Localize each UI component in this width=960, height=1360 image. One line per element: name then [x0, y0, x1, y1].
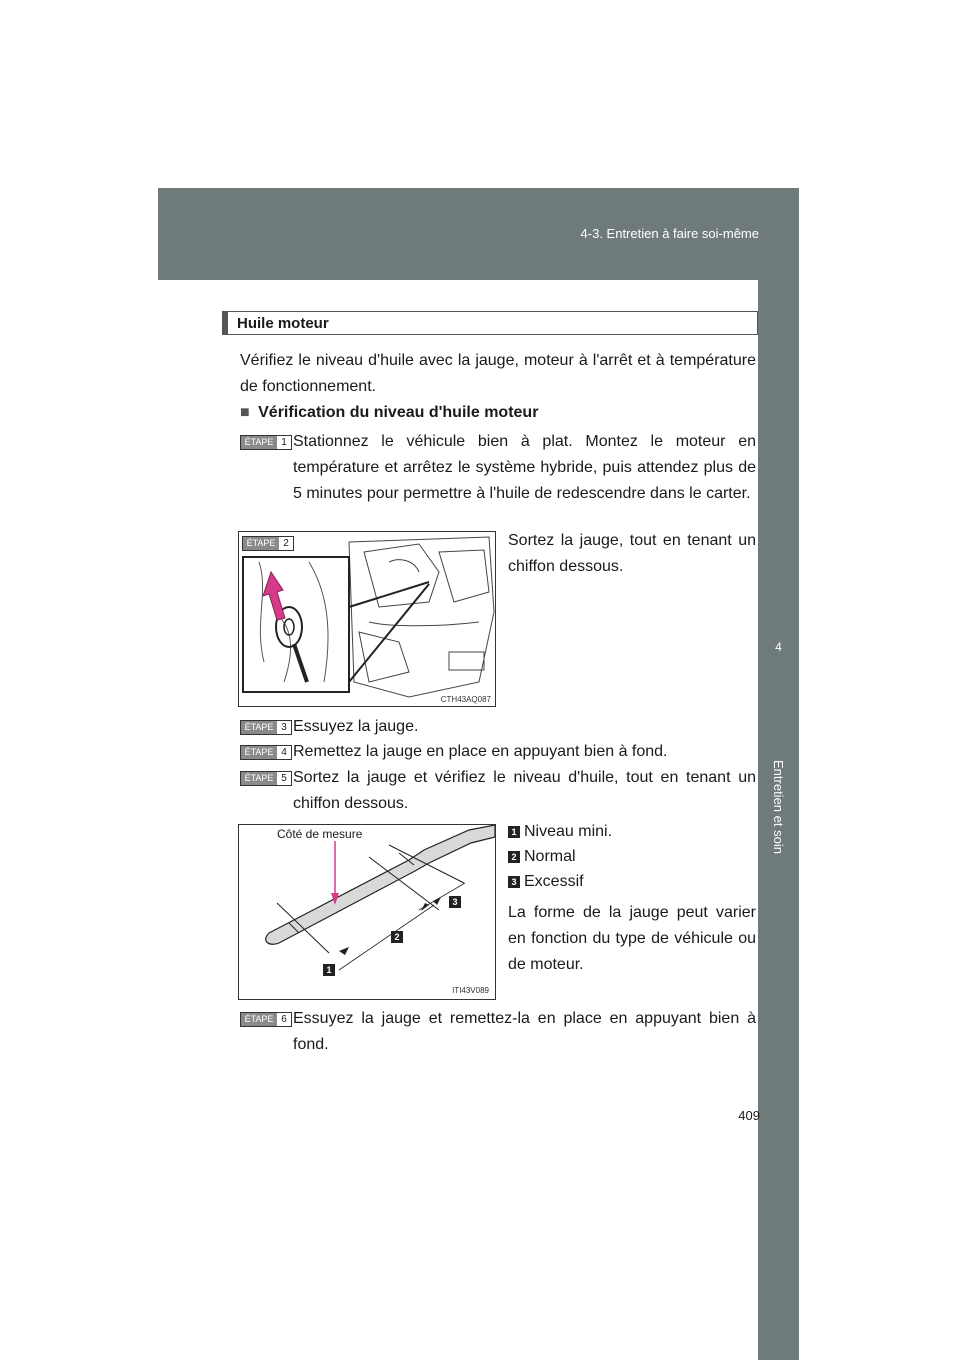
dipstick-illustration: [239, 825, 495, 999]
engine-bay-illustration: [239, 532, 495, 706]
step-5-text: Sortez la jauge et vérifiez le niveau d'huile, tout en tenant un chiffon dessous.: [293, 769, 756, 812]
section-title-bar: [223, 312, 228, 334]
section-title-box: [222, 311, 758, 335]
square-bullet-icon: ■: [240, 404, 250, 421]
level-marker-3: 3: [449, 896, 461, 908]
figure-dipstick-location: [238, 531, 496, 707]
subheading: [240, 404, 538, 422]
step-label: ÉTAPE: [241, 1013, 277, 1026]
step-label: ÉTAPE: [241, 772, 277, 785]
figure-code: CTH43AQ087: [440, 695, 491, 704]
chapter-side-tab: [758, 280, 799, 1360]
step-6-text: Essuyez la jauge et remettez-la en place en appuyant bien à fond.: [293, 1010, 756, 1053]
step-number: 2: [279, 537, 293, 550]
step-badge-3: [240, 720, 292, 735]
step-label: ÉTAPE: [241, 746, 277, 759]
page-number: 409: [738, 1108, 760, 1123]
level-marker-3: 3: [508, 876, 520, 888]
dipstick-shape-note: La forme de la jauge peut varier en fonction du type de véhicule ou de moteur.: [508, 904, 756, 973]
legend-item-normal: [508, 846, 576, 868]
level-marker-2: 2: [391, 931, 403, 943]
step-badge-4: [240, 745, 292, 760]
legend-item-excess: [508, 871, 584, 893]
step-label: ÉTAPE: [241, 436, 277, 449]
legend-text: Niveau mini.: [524, 823, 613, 840]
measurement-side-callout: Côté de mesure: [277, 827, 363, 841]
step-label: ÉTAPE: [243, 537, 279, 550]
step-number: 4: [277, 746, 291, 759]
legend-item-min: [508, 821, 612, 843]
step-number: 5: [277, 772, 291, 785]
chapter-number: 4: [775, 640, 782, 654]
step-2-text: Sortez la jauge, tout en tenant un chiffon dessous.: [508, 532, 756, 575]
step-4-text: Remettez la jauge en place en appuyant bien à fond.: [293, 743, 668, 760]
level-marker-2: 2: [508, 851, 520, 863]
step-number: 6: [277, 1013, 291, 1026]
step-1-text: Stationnez le véhicule bien à plat. Montez le moteur en température et arrêtez le système hybride, puis attendez plus de 5 minutes pour permettre à l'huile de redescendre dans le carter.: [293, 433, 756, 502]
level-marker-1: 1: [508, 826, 520, 838]
chapter-label: Entretien et soin: [771, 760, 786, 854]
step-3-text: Essuyez la jauge.: [293, 718, 419, 735]
step-label: ÉTAPE: [241, 721, 277, 734]
step-badge-5: [240, 771, 292, 786]
legend-text: Normal: [524, 848, 576, 865]
step-badge-6: [240, 1012, 292, 1027]
figure-dipstick-levels: [238, 824, 496, 1000]
section-title: Huile moteur: [237, 315, 329, 332]
step-number: 3: [277, 721, 291, 734]
figure-code: ITI43V089: [452, 986, 489, 995]
chapter-section-title: 4-3. Entretien à faire soi-même: [580, 226, 759, 241]
chapter-header: [158, 188, 799, 280]
step-badge-1: [240, 435, 292, 450]
intro-paragraph: Vérifiez le niveau d'huile avec la jauge, moteur à l'arrêt et à température de fonctionnement.: [240, 352, 756, 395]
subheading-text: Vérification du niveau d'huile moteur: [258, 404, 539, 421]
level-marker-1: 1: [323, 964, 335, 976]
step-number: 1: [277, 436, 291, 449]
legend-text: Excessif: [524, 873, 584, 890]
